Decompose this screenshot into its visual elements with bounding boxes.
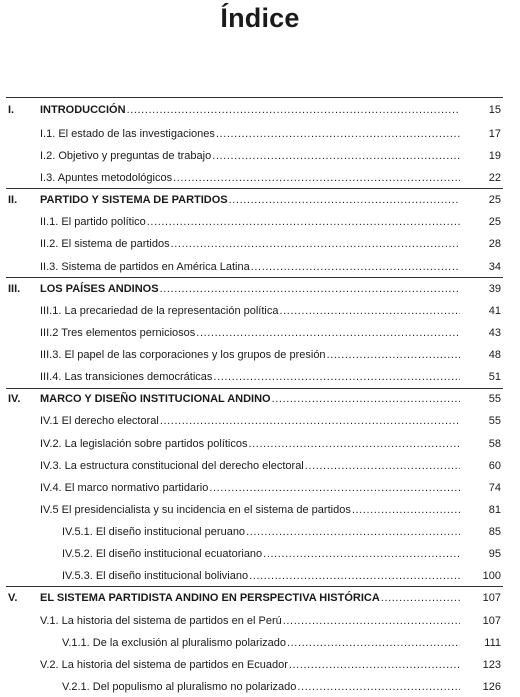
toc-entry-label: II.1. El partido político (40, 216, 146, 228)
toc-entry (0, 566, 520, 586)
dot-leader (246, 522, 460, 542)
dot-leader (249, 566, 460, 586)
dot-leader (305, 456, 460, 476)
section-divider (6, 277, 503, 278)
toc-entry (0, 478, 520, 498)
toc-entry-label: IV.4. El marco normativo partidario (40, 482, 209, 494)
toc-entry (0, 345, 520, 365)
toc-entry (0, 146, 520, 166)
toc-entry-label: II.3. Sistema de partidos en América Latina (40, 261, 250, 273)
toc-entry (0, 677, 520, 697)
toc-entry-text (40, 168, 460, 188)
page-number: 51 (488, 371, 501, 383)
page-number: 34 (488, 261, 501, 273)
toc-entry-text (40, 212, 460, 232)
dot-leader (249, 434, 461, 454)
toc-entry (0, 168, 520, 188)
toc-entry (0, 456, 520, 476)
toc-chapter (0, 389, 520, 409)
toc-entry-text (62, 522, 460, 542)
page-number: 28 (488, 238, 501, 250)
toc-entry-label: MARCO Y DISEÑO INSTITUCIONAL ANDINO (40, 393, 271, 405)
dot-leader (147, 212, 460, 232)
toc-entry-label: IV.5.2. El diseño institucional ecuatoriano (62, 548, 263, 560)
toc-entry-label: IV.3. La estructura constitucional del derecho electoral (40, 460, 304, 472)
dot-leader (263, 544, 460, 564)
dot-leader (289, 655, 460, 675)
toc-entry-text (40, 146, 460, 166)
toc-entry (0, 411, 520, 431)
toc-entry-text (40, 588, 460, 608)
toc-entry-label: IV.5.3. El diseño institucional boliviano (62, 570, 249, 582)
dot-leader (173, 168, 460, 188)
toc-entry-text (62, 566, 460, 586)
page-number: 39 (488, 283, 501, 295)
toc-entry-text (40, 301, 460, 321)
chapter-number: V. (8, 592, 18, 604)
toc-entry (0, 522, 520, 542)
dot-leader (279, 301, 460, 321)
section-divider (6, 388, 503, 389)
toc-entry-label: III.1. La precariedad de la representación política (40, 305, 279, 317)
toc-entry (0, 301, 520, 321)
page-number: 19 (488, 150, 501, 162)
toc-entry-text (40, 500, 460, 520)
toc-entry-label: III.3. El papel de las corporaciones y los grupos de presión (40, 349, 326, 361)
toc-entry-text (40, 389, 460, 409)
dot-leader (160, 411, 460, 431)
toc-entry (0, 655, 520, 675)
page-number: 81 (488, 504, 501, 516)
dot-leader (251, 257, 460, 277)
toc-entry-label: V.2.1. Del populismo al pluralismo no polarizado (62, 681, 297, 693)
toc-entry-text (40, 124, 460, 144)
toc-entry-text (40, 323, 460, 343)
dot-leader (272, 389, 460, 409)
toc-entry-text (40, 100, 460, 120)
toc-entry-label: II.2. El sistema de partidos (40, 238, 170, 250)
page-number: 123 (482, 659, 501, 671)
page-number: 25 (488, 194, 501, 206)
toc-entry (0, 500, 520, 520)
page-number: 100 (482, 570, 501, 582)
page-number: 55 (488, 393, 501, 405)
dot-leader (171, 234, 460, 254)
toc-entry-text (40, 367, 460, 387)
toc-entry-text (40, 345, 460, 365)
page-number: 95 (488, 548, 501, 560)
toc-entry-text (40, 611, 460, 631)
toc-chapter (0, 279, 520, 299)
page-number: 17 (488, 128, 501, 140)
toc-entry (0, 544, 520, 564)
dot-leader (127, 100, 460, 120)
toc-entry-text (40, 190, 460, 210)
toc-chapter (0, 100, 520, 120)
page-number: 41 (488, 305, 501, 317)
toc-chapter (0, 588, 520, 608)
dot-leader (213, 367, 460, 387)
dot-leader (297, 677, 460, 697)
page-number: 43 (488, 327, 501, 339)
toc-entry-label: III.2 Tres elementos perniciosos (40, 327, 196, 339)
toc-entry-label: I.3. Apuntes metodológicos (40, 172, 173, 184)
dot-leader (209, 478, 460, 498)
toc-chapter (0, 190, 520, 210)
dot-leader (283, 611, 460, 631)
page-number: 48 (488, 349, 501, 361)
toc-entry-label: IV.1 El derecho electoral (40, 415, 159, 427)
page-number: 60 (488, 460, 501, 472)
page-number: 74 (488, 482, 501, 494)
toc-entry-label: LOS PAÍSES ANDINOS (40, 283, 159, 295)
toc-entry-label: INTRODUCCIÓN (40, 104, 126, 116)
chapter-number: III. (8, 283, 21, 295)
toc-entry-text (40, 234, 460, 254)
toc-entry (0, 633, 520, 653)
section-divider (6, 188, 503, 189)
dot-leader (196, 323, 460, 343)
toc-entry-text (40, 411, 460, 431)
toc-entry-text (62, 677, 460, 697)
page-number: 25 (488, 216, 501, 228)
toc-entry-text (40, 434, 460, 454)
dot-leader (229, 190, 460, 210)
dot-leader (212, 146, 460, 166)
toc-entry-label: EL SISTEMA PARTIDISTA ANDINO EN PERSPECTIVA HISTÓRICA (40, 592, 380, 604)
page-number: 85 (488, 526, 501, 538)
dot-leader (160, 279, 460, 299)
page-number: 58 (488, 438, 501, 450)
dot-leader (327, 345, 460, 365)
toc-entry-label: PARTIDO Y SISTEMA DE PARTIDOS (40, 194, 228, 206)
page-number: 15 (488, 104, 501, 116)
toc-entry-text (40, 478, 460, 498)
dot-leader (381, 588, 460, 608)
page-number: 107 (482, 615, 501, 627)
toc-entry (0, 212, 520, 232)
section-divider (6, 97, 503, 98)
toc-entry-text (62, 544, 460, 564)
toc-entry-text (40, 655, 460, 675)
toc-entry (0, 434, 520, 454)
dot-leader (216, 124, 460, 144)
toc-entry-label: V.1. La historia del sistema de partidos en el Perú (40, 615, 282, 627)
page-number: 55 (488, 415, 501, 427)
toc-entry (0, 323, 520, 343)
toc-entry (0, 367, 520, 387)
toc-entry-text (40, 279, 460, 299)
toc-entry (0, 611, 520, 631)
toc-entry-label: I.1. El estado de las investigaciones (40, 128, 215, 140)
toc-entry (0, 234, 520, 254)
page-number: 107 (482, 592, 501, 604)
toc-entry-text (62, 633, 460, 653)
toc-entry-label: IV.5 El presidencialista y su incidencia en el sistema de partidos (40, 504, 351, 516)
section-divider (6, 586, 503, 587)
chapter-number: IV. (8, 393, 21, 405)
toc-entry-text (40, 456, 460, 476)
page-title: Índice (220, 3, 300, 33)
toc-entry-label: III.4. Las transiciones democráticas (40, 371, 213, 383)
toc-entry-label: IV.5.1. El diseño institucional peruano (62, 526, 246, 538)
toc-entry-label: IV.2. La legislación sobre partidos políticos (40, 438, 248, 450)
dot-leader (287, 633, 460, 653)
chapter-number: I. (8, 104, 15, 116)
page-number: 111 (484, 637, 501, 649)
toc-entry (0, 257, 520, 277)
page-number: 22 (488, 172, 501, 184)
toc-entry-label: I.2. Objetivo y preguntas de trabajo (40, 150, 212, 162)
toc-entry-label: V.1.1. De la exclusión al pluralismo polarizado (62, 637, 286, 649)
toc-entry (0, 124, 520, 144)
toc-entry-label: V.2. La historia del sistema de partidos en Ecuador (40, 659, 288, 671)
dot-leader (352, 500, 460, 520)
chapter-number: II. (8, 194, 18, 206)
page-number: 126 (482, 681, 501, 693)
toc-entry-text (40, 257, 460, 277)
